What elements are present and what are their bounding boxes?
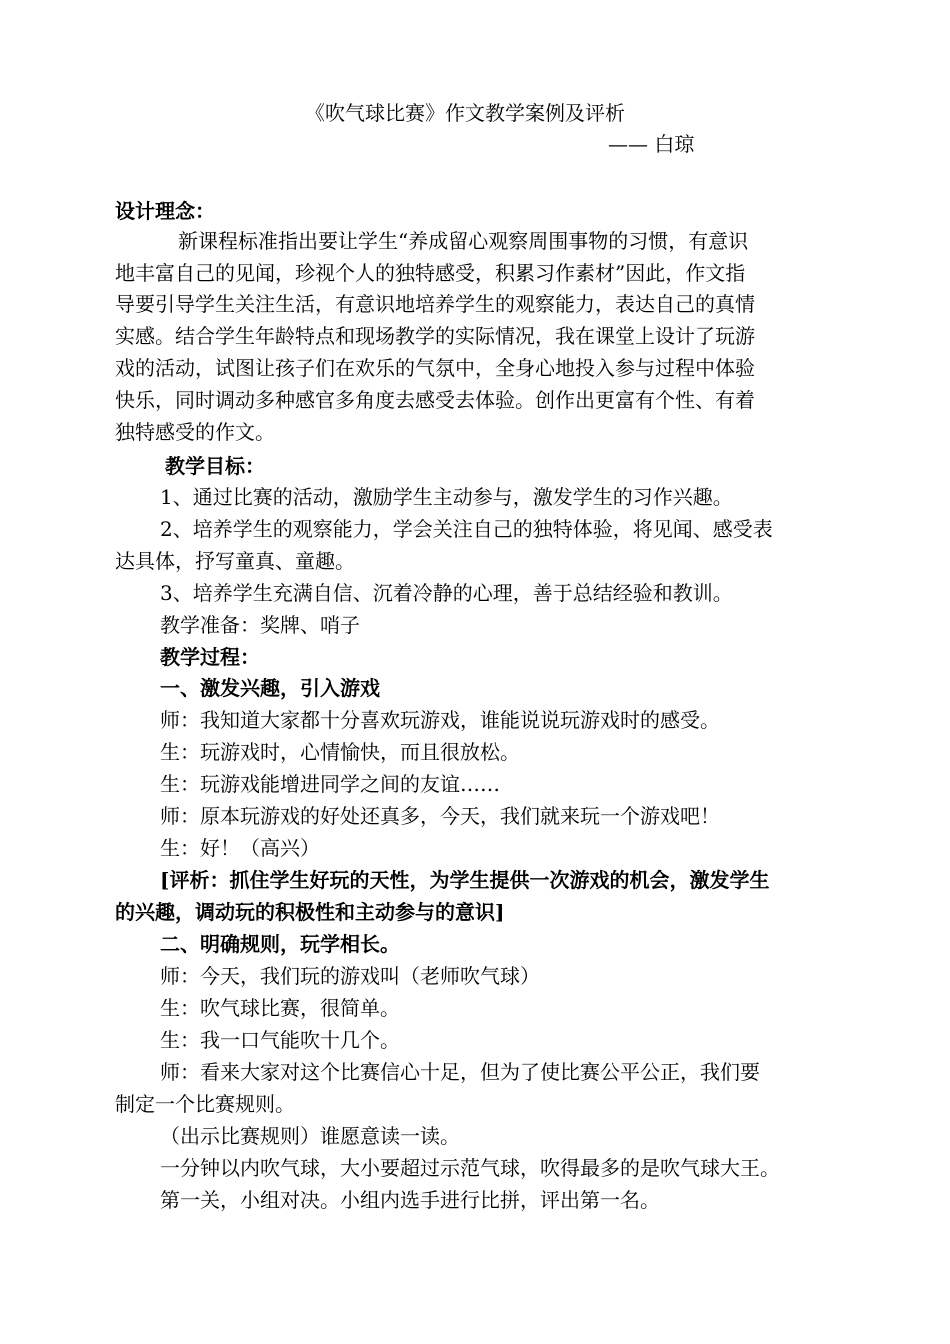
teaching-preparation: 教学准备：奖牌、哨子	[160, 613, 360, 637]
goal-item-1: 1、通过比赛的活动，激励学生主动参与，激发学生的习作兴趣。	[160, 485, 733, 509]
comment-line: 的兴趣，调动玩的积极性和主动参与的意识]	[115, 900, 505, 924]
dialogue-line: 生：我一口气能吹十几个。	[160, 1028, 400, 1052]
show-rules-line: （出示比赛规则）谁愿意读一读。	[160, 1124, 460, 1148]
rule-text: 一分钟以内吹气球，大小要超过示范气球，吹得最多的是吹气球大王。	[160, 1156, 780, 1180]
section-1-heading: 一、激发兴趣，引入游戏	[160, 676, 380, 700]
comment-line: [评析：抓住学生好玩的天性，为学生提供一次游戏的机会，激发学生	[160, 868, 770, 892]
design-paragraph-line: 地丰富自己的见闻，珍视个人的独特感受，积累习作素材”因此，作文指	[115, 261, 746, 285]
design-paragraph-line: 独特感受的作文。	[115, 420, 275, 444]
goals-heading: 教学目标：	[165, 454, 265, 478]
dialogue-line: 师：原本玩游戏的好处还真多，今天，我们就来玩一个游戏吧！	[160, 804, 720, 828]
dialogue-line: 生：好！（高兴）	[160, 836, 320, 860]
document-author: —— 白琼	[608, 132, 695, 156]
design-paragraph-line: 导要引导学生关注生活，有意识地培养学生的观察能力，表达自己的真情	[115, 292, 755, 316]
section-2-heading: 二、明确规则，玩学相长。	[160, 932, 400, 956]
goal-item-3: 3、培养学生充满自信、沉着冷静的心理，善于总结经验和教训。	[160, 581, 733, 605]
round-1-text: 第一关，小组对决。小组内选手进行比拼，评出第一名。	[160, 1188, 660, 1212]
document-title: 《吹气球比赛》作文教学案例及评析	[305, 101, 625, 125]
dialogue-line: 师：我知道大家都十分喜欢玩游戏，谁能说说玩游戏时的感受。	[160, 708, 720, 732]
goal-item-2-line: 2、培养学生的观察能力，学会关注自己的独特体验，将见闻、感受表	[160, 517, 773, 541]
dialogue-line: 制定一个比赛规则。	[115, 1092, 295, 1116]
dialogue-line: 生：玩游戏能增进同学之间的友谊……	[160, 772, 500, 796]
design-paragraph-line: 快乐，同时调动多种感官多角度去感受去体验。创作出更富有个性、有着	[115, 388, 755, 412]
design-paragraph-line: 新课程标准指出要让学生“养成留心观察周围事物的习惯，有意识	[178, 229, 749, 253]
dialogue-line: 师：今天，我们玩的游戏叫（老师吹气球）	[160, 964, 540, 988]
goal-item-2-line: 达具体，抒写童真、童趣。	[115, 549, 355, 573]
process-heading: 教学过程：	[160, 645, 260, 669]
design-paragraph-line: 实感。结合学生年龄特点和现场教学的实际情况，我在课堂上设计了玩游	[115, 324, 755, 348]
dialogue-line: 师：看来大家对这个比赛信心十足，但为了使比赛公平公正，我们要	[160, 1060, 760, 1084]
design-paragraph-line: 戏的活动，试图让孩子们在欢乐的气氛中，全身心地投入参与过程中体验	[115, 356, 755, 380]
dialogue-line: 生：玩游戏时，心情愉快，而且很放松。	[160, 740, 520, 764]
design-heading: 设计理念：	[115, 199, 215, 223]
dialogue-line: 生：吹气球比赛，很简单。	[160, 996, 400, 1020]
